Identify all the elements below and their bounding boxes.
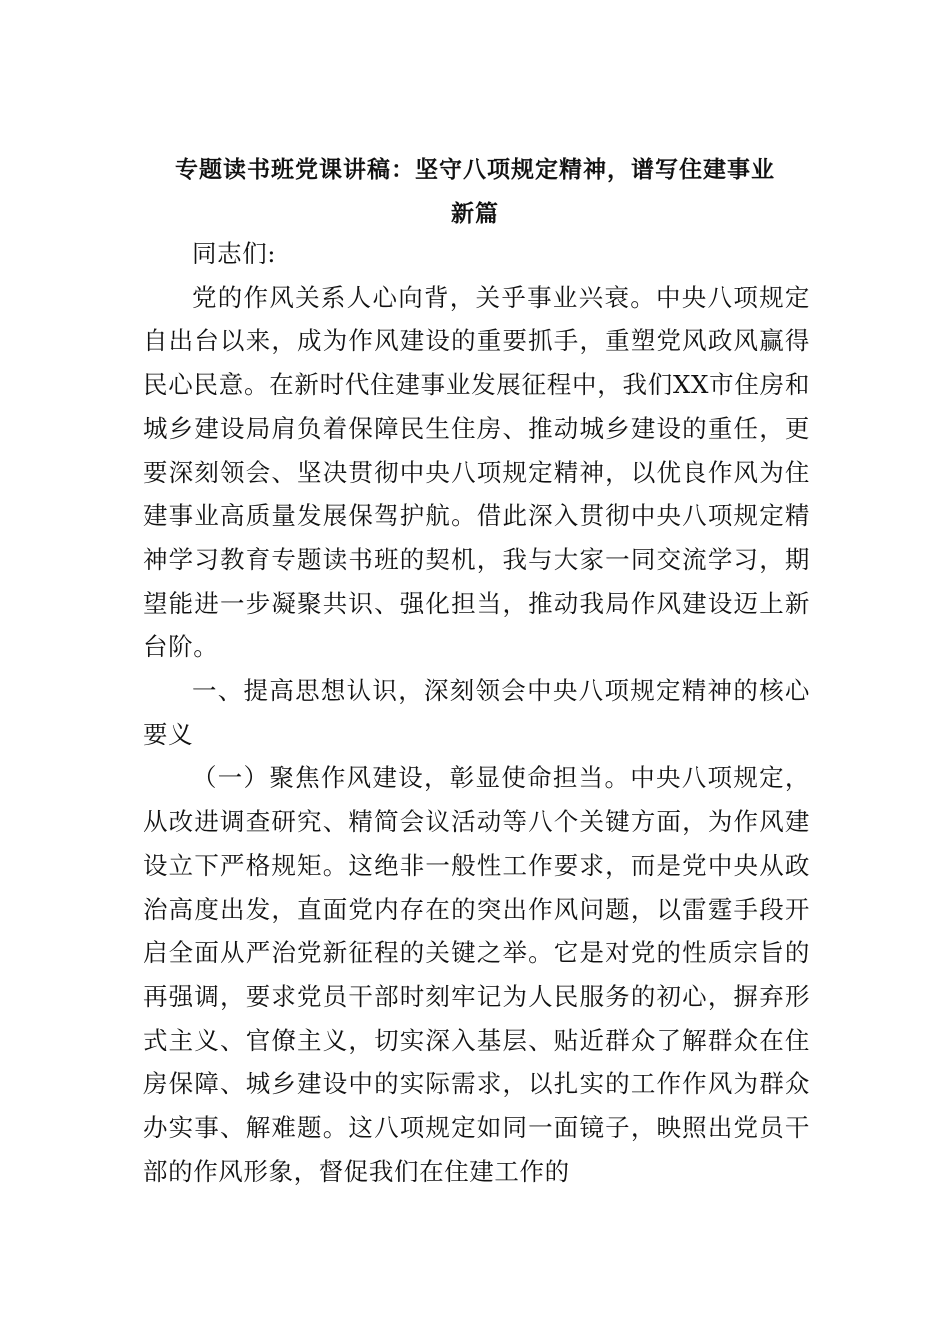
document-body [143, 232, 810, 1193]
section-heading-1: 一、提高思想认识，深刻领会中央八项规定精神的核心要义 [143, 676, 810, 749]
body-paragraph-1-1: （一）聚焦作风建设，彰显使命担当。中央八项规定，从改进调查研究、精简会议活动等八个关键方面，为作风建设立下严格规矩。这绝非一般性工作要求，而是党中央从政治高度出发，直面党内存在的突出作风问题，以雷霆手段开启全面从严治党新征程的关键之举。它是对党的性质宗旨的再强调，要求党员干部时刻牢记为人民服务的初心，摒弃形式主义、官僚主义，切实深入基层、贴近群众了解群众在住房保障、城乡建设中的实际需求，以扎实的工作作风为群众办实事、解难题。这八项规定如同一面镜子，映照出党员干部的作风形象，督促我们在住建工作的 [143, 763, 810, 1186]
body-paragraph-intro: 党的作风关系人心向背，关乎事业兴衰。中央八项规定自出台以来，成为作风建设的重要抓手，重塑党风政风赢得民心民意。在新时代住建事业发展征程中，我们XX市住房和城乡建设局肩负着保障民生住房、推动城乡建设的重任，更要深刻领会、坚决贯彻中央八项规定精神，以优良作风为住建事业高质量发展保驾护航。借此深入贯彻中央八项规定精神学习教育专题读书班的契机，我与大家一同交流学习，期望能进一步凝聚共识、强化担当，推动我局作风建设迈上新台阶。 [143, 282, 810, 662]
document-title-line-2: 新篇 [451, 201, 499, 227]
salutation: 同志们: [192, 239, 277, 268]
document-title-line-1: 专题读书班党课讲稿：坚守八项规定精神，谱写住建事业 [175, 157, 775, 183]
